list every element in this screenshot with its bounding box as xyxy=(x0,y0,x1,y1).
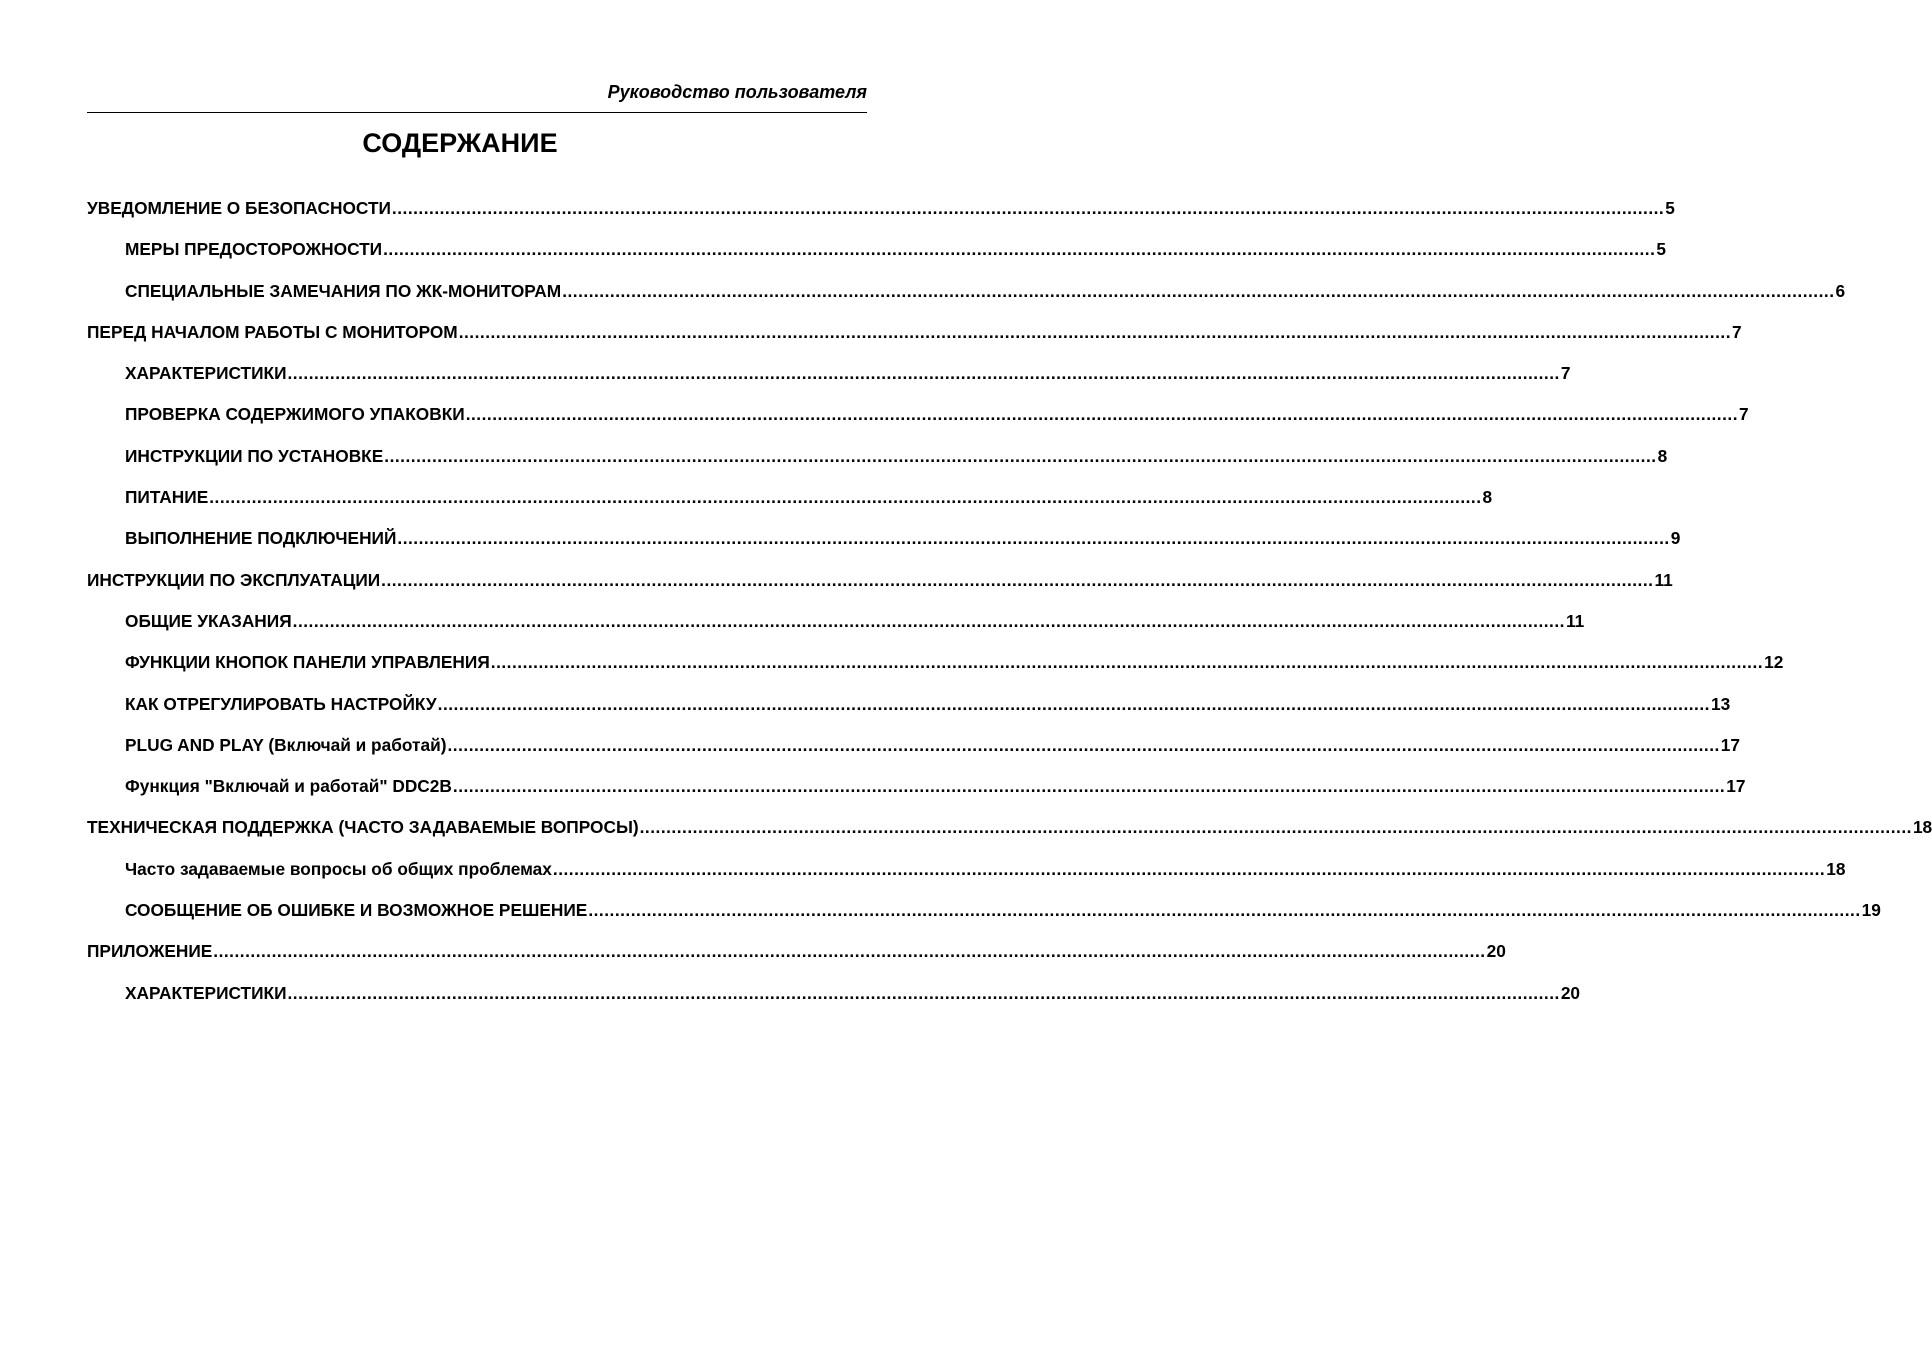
toc-entry-page: 5 xyxy=(1656,239,1667,260)
toc-entry-page: 8 xyxy=(1482,487,1493,508)
toc-entry-page: 18 xyxy=(1826,858,1846,879)
toc-leader-dots: ................................................................................................................................................................................................................................................ xyxy=(437,693,1710,714)
toc-entry-label: ИНСТРУКЦИИ ПО ЭКСПЛУАТАЦИИ xyxy=(87,569,381,590)
toc-entry[interactable] xyxy=(87,896,1881,937)
toc-entry-label: PLUG AND PLAY (Включай и работай) xyxy=(125,734,447,755)
toc-entry-label: ХАРАКТЕРИСТИКИ xyxy=(125,363,287,384)
toc-entry-label: СПЕЦИАЛЬНЫЕ ЗАМЕЧАНИЯ ПО ЖК-МОНИТОРАМ xyxy=(125,280,562,301)
toc-entry-label: ТЕХНИЧЕСКАЯ ПОДДЕРЖКА (ЧАСТО ЗАДАВАЕМЫЕ ВОПРОСЫ) xyxy=(87,817,639,838)
toc-entry[interactable] xyxy=(87,855,1846,896)
toc-leader-dots: ................................................................................................................................................................................................................................................ xyxy=(447,734,1720,755)
toc-leader-dots: ................................................................................................................................................................................................................................................ xyxy=(588,900,1861,921)
toc-entry-label: СООБЩЕНИЕ ОБ ОШИБКЕ И ВОЗМОЖНОЕ РЕШЕНИЕ xyxy=(125,900,588,921)
toc-entry[interactable] xyxy=(87,731,1741,772)
toc-entry[interactable] xyxy=(87,937,1506,978)
toc-entry-page: 17 xyxy=(1726,776,1746,797)
toc-entry-label: МЕРЫ ПРЕДОСТОРОЖНОСТИ xyxy=(125,239,383,260)
toc-entry-page: 20 xyxy=(1486,941,1506,962)
toc-entry-label: ПРОВЕРКА СОДЕРЖИМОГО УПАКОВКИ xyxy=(125,404,465,425)
toc-entry[interactable] xyxy=(87,483,1493,524)
toc-entry-label: ПРИЛОЖЕНИЕ xyxy=(87,941,213,962)
toc-leader-dots: ................................................................................................................................................................................................................................................ xyxy=(292,610,1565,631)
toc-entry-label: ОБЩИЕ УКАЗАНИЯ xyxy=(125,610,292,631)
toc-entry[interactable] xyxy=(87,194,1675,235)
toc-leader-dots: ................................................................................................................................................................................................................................................ xyxy=(287,982,1560,1003)
toc-entry[interactable] xyxy=(87,772,1746,813)
toc-leader-dots: ................................................................................................................................................................................................................................................ xyxy=(209,487,1482,508)
toc-entry-label: ХАРАКТЕРИСТИКИ xyxy=(125,982,287,1003)
toc-leader-dots: ................................................................................................................................................................................................................................................ xyxy=(383,239,1656,260)
toc-entry-label: ФУНКЦИИ КНОПОК ПАНЕЛИ УПРАВЛЕНИЯ xyxy=(125,652,490,673)
header-rule xyxy=(87,112,867,113)
toc-entry-page: 5 xyxy=(1665,198,1675,218)
toc-leader-dots: ................................................................................................................................................................................................................................................ xyxy=(213,941,1486,962)
toc-entry[interactable] xyxy=(87,400,1749,441)
toc-entry-page: 9 xyxy=(1670,528,1681,549)
toc-leader-dots: ................................................................................................................................................................................................................................................ xyxy=(552,858,1826,879)
toc-leader-dots: ................................................................................................................................................................................................................................................ xyxy=(465,404,1739,425)
toc-entry[interactable] xyxy=(87,979,1581,1020)
toc-leader-dots: ................................................................................................................................................................................................................................................ xyxy=(452,776,1726,797)
toc-entry-label: ПИТАНИЕ xyxy=(125,487,209,508)
toc-leader-dots: ................................................................................................................................................................................................................................................ xyxy=(458,321,1732,342)
toc-entry[interactable] xyxy=(87,566,1673,607)
toc-entry-page: 6 xyxy=(1835,280,1846,301)
toc-entry-page: 13 xyxy=(1710,693,1731,714)
toc-entry-page: 11 xyxy=(1654,569,1673,590)
toc-entry-label: Часто задаваемые вопросы об общих проблемах xyxy=(125,858,552,879)
toc-leader-dots: ................................................................................................................................................................................................................................................ xyxy=(490,652,1764,673)
toc-entry[interactable] xyxy=(87,277,1846,318)
toc-entry[interactable] xyxy=(87,359,1571,400)
toc-entry-page: 19 xyxy=(1861,900,1881,921)
toc-entry-page: 20 xyxy=(1560,982,1581,1003)
toc-leader-dots: ................................................................................................................................................................................................................................................ xyxy=(384,445,1657,466)
toc-entry[interactable] xyxy=(87,690,1731,731)
toc-entry-label: Функция "Включай и работай" DDC2B xyxy=(125,776,452,797)
toc-entry-page: 7 xyxy=(1732,321,1742,342)
toc-entry-label: ИНСТРУКЦИИ ПО УСТАНОВКЕ xyxy=(125,445,384,466)
toc-entry-label: ВЫПОЛНЕНИЕ ПОДКЛЮЧЕНИЙ xyxy=(125,528,397,549)
toc-leader-dots: ................................................................................................................................................................................................................................................ xyxy=(391,198,1665,218)
toc-leader-dots: ................................................................................................................................................................................................................................................ xyxy=(639,817,1912,838)
toc-entry[interactable] xyxy=(87,607,1585,648)
toc-entry[interactable] xyxy=(87,524,1681,565)
running-header: Руководство пользователя xyxy=(607,82,867,102)
toc-entry-label: УВЕДОМЛЕНИЕ О БЕЗОПАСНОСТИ xyxy=(87,198,391,218)
toc-entry[interactable] xyxy=(87,235,1667,276)
toc-entry-label: ПЕРЕД НАЧАЛОМ РАБОТЫ С МОНИТОРОМ xyxy=(87,321,458,342)
toc-entry-label: КАК ОТРЕГУЛИРОВАТЬ НАСТРОЙКУ xyxy=(125,693,437,714)
toc-entry[interactable] xyxy=(87,442,1668,483)
toc-entry[interactable] xyxy=(87,318,1742,359)
toc-entry-page: 17 xyxy=(1720,734,1741,755)
toc-entry-page: 7 xyxy=(1560,363,1571,384)
toc-leader-dots: ................................................................................................................................................................................................................................................ xyxy=(397,528,1670,549)
toc-entry-page: 12 xyxy=(1764,652,1784,673)
toc-entry-page: 7 xyxy=(1739,404,1749,425)
toc-entry-page: 11 xyxy=(1565,610,1585,631)
toc-entry-page: 8 xyxy=(1657,445,1668,466)
toc-leader-dots: ................................................................................................................................................................................................................................................ xyxy=(287,363,1560,384)
toc-entry-page: 18 xyxy=(1912,817,1932,838)
toc-leader-dots: ................................................................................................................................................................................................................................................ xyxy=(562,280,1835,301)
table-of-contents xyxy=(87,194,1932,1020)
toc-leader-dots: ................................................................................................................................................................................................................................................ xyxy=(381,569,1654,590)
toc-entry[interactable] xyxy=(87,648,1784,689)
page-title: СОДЕРЖАНИЕ xyxy=(362,128,558,158)
toc-entry[interactable] xyxy=(87,813,1932,854)
